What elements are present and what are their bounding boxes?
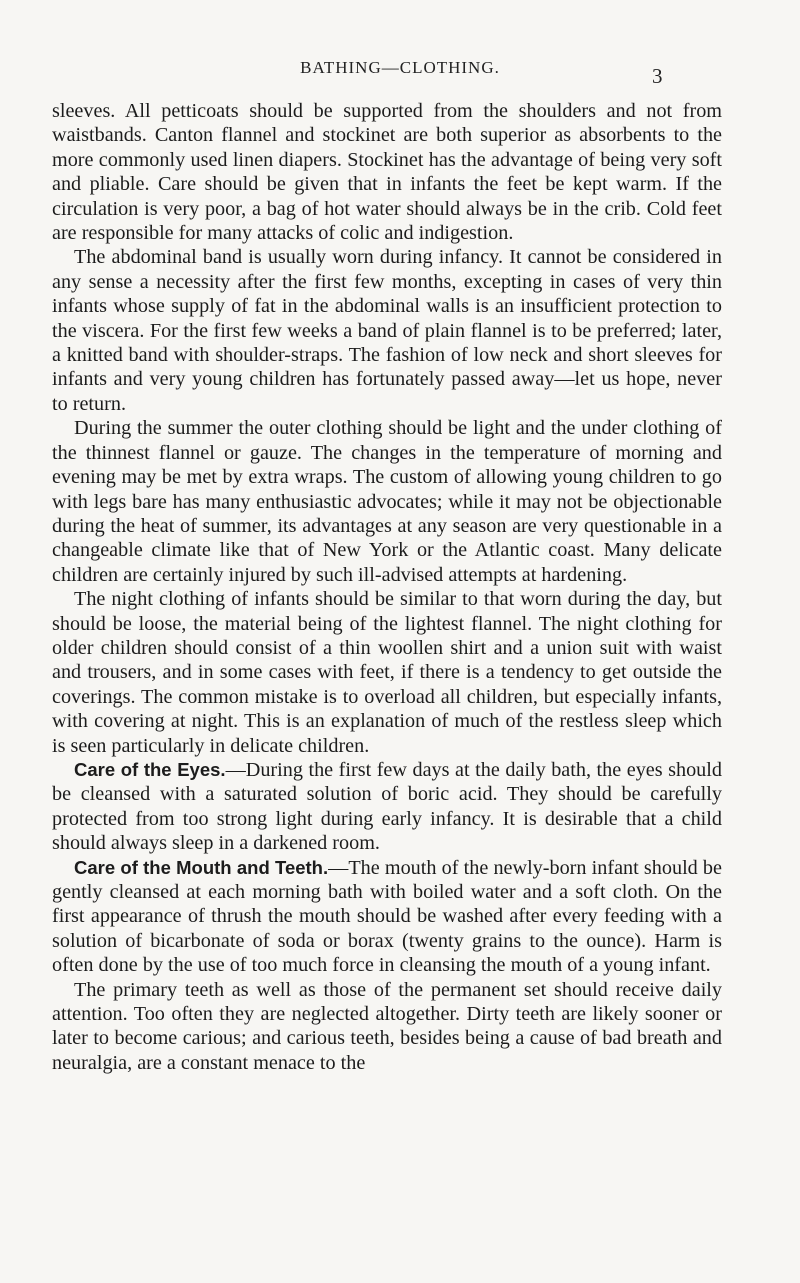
paragraph-care-of-eyes: [52, 758, 722, 856]
paragraph-text: During the summer the outer clothing should be light and the under clothing of the thinnest flannel or gauze. The changes in the temperature of morning and evening may be met by extra wraps. The custom of allowing young children to go with legs bare has many enthusiastic advocates; while it may not be objectionable during the heat of summer, its advantages at any season are very questionable in a changeable climate like that of New York or the Atlantic coast. Many delicate children are certainly injured by such ill-advised attempts at hardening.: [52, 417, 722, 586]
paragraph-care-of-mouth: [52, 856, 722, 978]
paragraph-text: The primary teeth as well as those of the permanent set should receive daily attention. Too often they are neglected altogether. Dirty teeth are likely sooner or later to become carious; and carious teeth, besides being a cause of bad breath and neuralgia, are a constant menace to the: [52, 978, 722, 1074]
paragraph-text: The abdominal band is usually worn during infancy. It cannot be considered in any sense a necessity after the first few months, excepting in cases of very thin infants whose supply of fat in the abdominal walls is an insufficient protection to the viscera. For the first few weeks a band of plain flannel is to be preferred; later, a knitted band with shoulder-straps. The fashion of low neck and short sleeves for infants and very young children has fortunately passed away—let us hope, never to return.: [52, 246, 722, 415]
running-head: BATHING—CLOTHING.: [300, 58, 500, 77]
paragraph-sleeves: [52, 99, 722, 245]
paragraph-text: —During the first few days at the daily bath, the eyes should be cleansed with a saturated solution of boric acid. They should be carefully protected from too strong light during early infancy. It is desirable that a child should always sleep in a darkened room.: [52, 758, 722, 855]
paragraph-text: sleeves. All petticoats should be supported from the shoulders and not from waistbands. Canton flannel and stockinet are both superior as absorbents to the more commonly used linen diapers. Stockinet has the advantage of being very soft and pliable. Care should be given that in infants the feet be kept warm. If the circulation is very poor, a bag of hot water should always be in the crib. Cold feet are responsible for many attacks of colic and indigestion.: [52, 100, 722, 245]
paragraph-night-clothing: [52, 587, 722, 758]
paragraph-text: —The mouth of the newly-born infant should be gently cleansed at each morning bath with boiled water and a soft cloth. On the first appearance of thrush the mouth should be washed after every feeding with a solution of bicarbonate of soda or borax (twenty grains to the ounce). Harm is often done by the use of too much force in cleansing the mouth of a young infant.: [52, 856, 722, 977]
section-heading-eyes: Care of the Eyes.: [74, 758, 226, 780]
body-text: [52, 99, 722, 1075]
section-heading-mouth-teeth: Care of the Mouth and Teeth.: [74, 856, 329, 878]
paragraph-abdominal-band: [52, 245, 722, 416]
paragraph-text: The night clothing of infants should be similar to that worn during the day, but should be loose, the material being of the lightest flannel. The night clothing for older children should consist of a thin woollen shirt and a union suit with waist and trousers, and in some cases with feet, if there is a tendency to get outside the coverings. The common mistake is to overload all children, but especially infants, with covering at night. This is an explanation of much of the restless sleep which is seen particularly in delicate children.: [52, 588, 722, 757]
paragraph-primary-teeth: [52, 978, 722, 1076]
page-number: 3: [652, 64, 663, 88]
paragraph-summer-clothing: [52, 416, 722, 587]
